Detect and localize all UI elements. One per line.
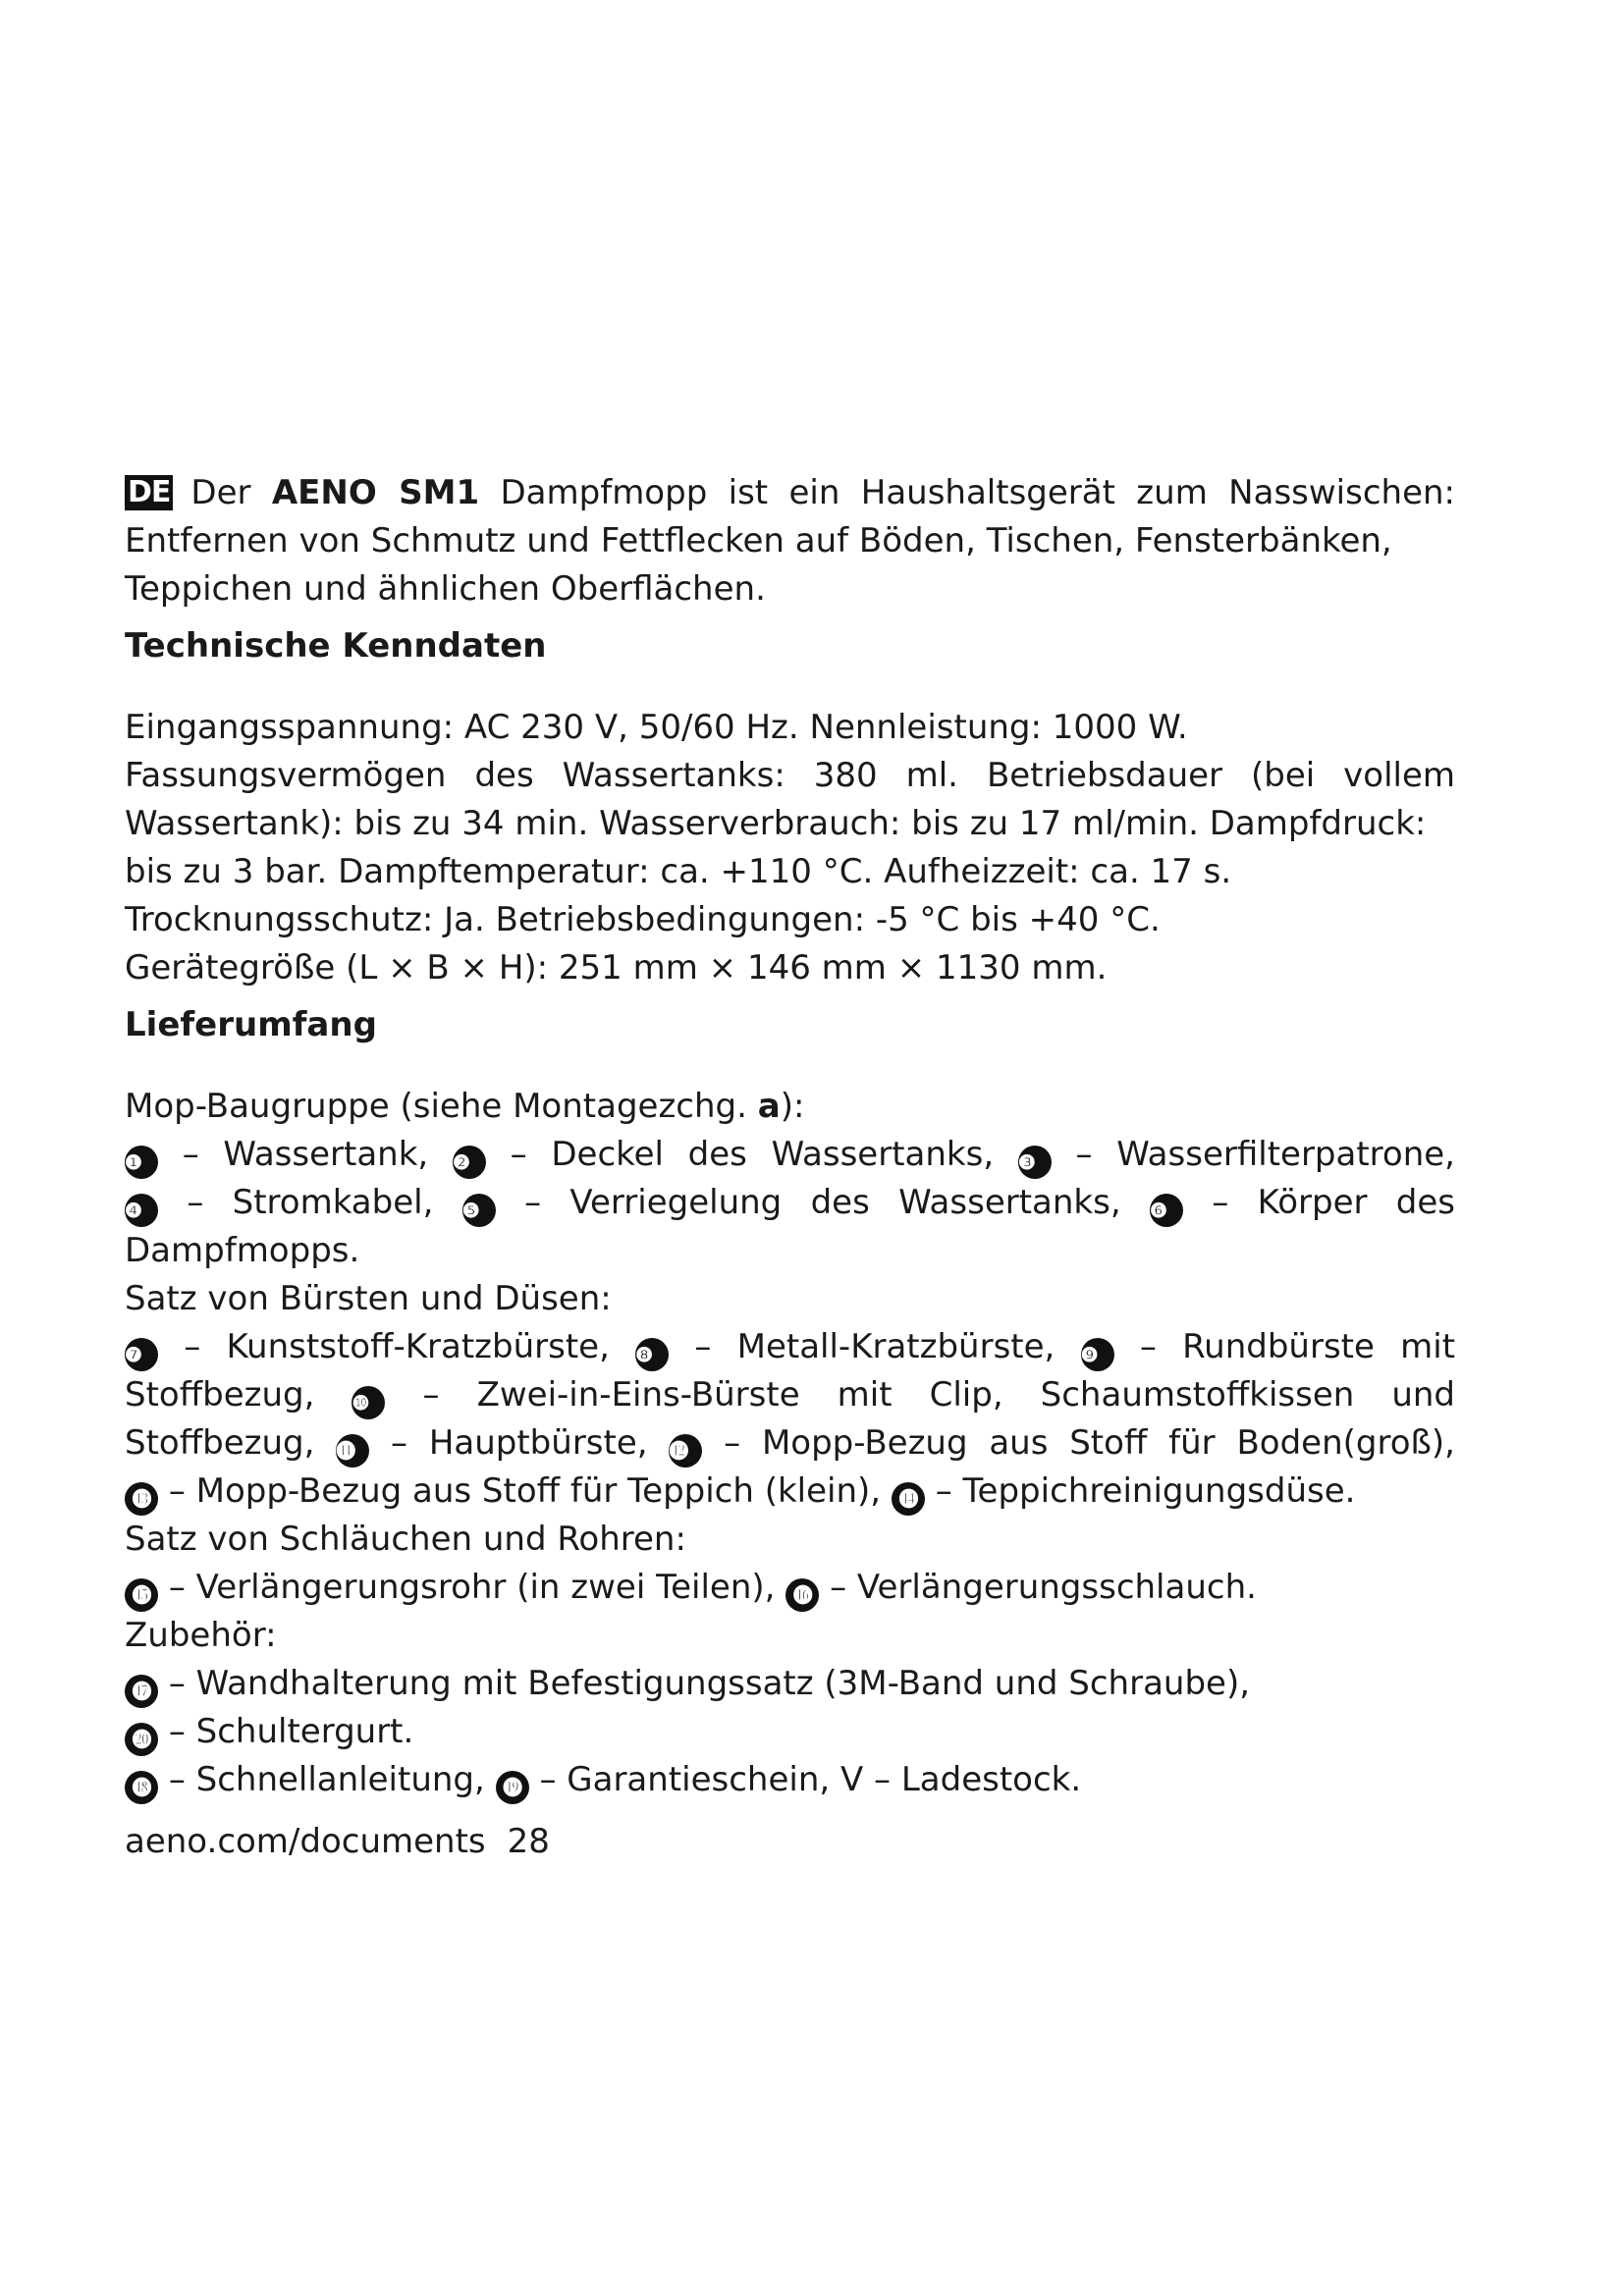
- item-text: – Verlängerungsrohr (in zwei Teilen),: [168, 1568, 776, 1607]
- brand-name: AENO SM1: [271, 473, 480, 512]
- documents-url: aeno.com/documents: [125, 1822, 486, 1861]
- number-5-icon: ❺: [462, 1194, 496, 1227]
- document-page: [125, 469, 1455, 1899]
- scope-items-line: [125, 1371, 1455, 1419]
- item-text: – Wandhalterung mit Befestigungssatz (3M-Band und Schraube),: [168, 1664, 1251, 1703]
- specs-line: Wassertank): bis zu 34 min. Wasserverbrauch: bis zu 17 ml/min. Dampfdruck:: [125, 804, 1427, 843]
- scope-items-line: [125, 1756, 1455, 1804]
- intro-pre: Der: [190, 473, 251, 512]
- item-text: – Hauptbürste,: [391, 1423, 648, 1463]
- number-2-icon: ❷: [453, 1146, 486, 1179]
- mop-pre: Mop-Baugruppe (siehe Montagezchg.: [125, 1087, 747, 1126]
- scope-items-line: Dampfmopps.: [125, 1231, 360, 1270]
- item-text: – Zwei-in-Eins-Bürste mit Clip, Schaumstoffkissen und: [422, 1375, 1456, 1415]
- number-4-icon: ❹: [125, 1194, 158, 1227]
- number-3-icon: ❸: [1018, 1146, 1052, 1179]
- item-text: – Verlängerungsschlauch.: [830, 1568, 1257, 1607]
- number-16-icon: ⓰: [785, 1578, 819, 1612]
- item-text: – Kunststoff-Kratzbürste,: [184, 1327, 610, 1366]
- scope-items-line: [125, 1708, 1455, 1756]
- scope-items-line: [125, 1419, 1455, 1468]
- number-13-icon: ⓭: [125, 1482, 158, 1516]
- specs-line: Fassungsvermögen des Wassertanks: 380 ml. Betriebsdauer (bei vollem: [125, 756, 1455, 795]
- number-8-icon: ❽: [635, 1338, 669, 1371]
- number-19-icon: ⓳: [496, 1771, 529, 1804]
- item-text: – Garantieschein, V – Ladestock.: [539, 1760, 1082, 1799]
- page-number: 28: [507, 1822, 550, 1861]
- item-text: – Stromkabel,: [187, 1183, 434, 1222]
- specs-heading: Technische Kenndaten: [125, 626, 547, 666]
- item-text: – Wassertank,: [182, 1135, 429, 1174]
- number-15-icon: ⓯: [125, 1578, 158, 1612]
- drawing-ref: a: [757, 1087, 781, 1126]
- specs-line: Trocknungsschutz: Ja. Betriebsbedingungen: -5 °C bis +40 °C.: [125, 900, 1161, 939]
- number-11-icon: ⓫: [336, 1434, 369, 1468]
- intro-line-2: Entfernen von Schmutz und Fettflecken auf Böden, Tischen, Fensterbänken,: [125, 521, 1392, 561]
- number-17-icon: ⓱: [125, 1675, 158, 1708]
- item-text: – Schnellanleitung,: [168, 1760, 485, 1799]
- item-text: – Mopp-Bezug aus Stoff für Boden(groß),: [724, 1423, 1455, 1463]
- specs-line: Gerätegröße (L × B × H): 251 mm × 146 mm × 1130 mm.: [125, 948, 1108, 988]
- number-1-icon: ❶: [125, 1146, 158, 1179]
- item-text: Stoffbezug,: [125, 1375, 315, 1415]
- scope-items-line: [125, 1179, 1455, 1227]
- scope-items-line: [125, 1131, 1455, 1179]
- specs-line: bis zu 3 bar. Dampftemperatur: ca. +110 °C. Aufheizzeit: ca. 17 s.: [125, 852, 1232, 891]
- language-badge: DE: [125, 475, 173, 510]
- scope-items-line: [125, 1564, 1455, 1612]
- hoses-title: Satz von Schläuchen und Rohren:: [125, 1520, 686, 1559]
- number-10-icon: ❿: [352, 1386, 385, 1419]
- item-text: – Schultergurt.: [168, 1712, 414, 1751]
- scope-items-line: [125, 1660, 1455, 1708]
- intro-line-3: Teppichen und ähnlichen Oberflächen.: [125, 569, 766, 609]
- item-text: – Wasserfilterpatrone,: [1075, 1135, 1455, 1174]
- brushes-title: Satz von Bürsten und Düsen:: [125, 1279, 612, 1318]
- specs-line: Eingangsspannung: AC 230 V, 50/60 Hz. Nennleistung: 1000 W.: [125, 708, 1188, 747]
- scope-items-line: [125, 1468, 1455, 1516]
- item-text: – Rundbürste mit: [1139, 1327, 1456, 1366]
- mop-post: ):: [780, 1087, 805, 1126]
- number-6-icon: ❻: [1150, 1194, 1183, 1227]
- number-7-icon: ❼: [125, 1338, 158, 1371]
- number-14-icon: ⓮: [892, 1482, 925, 1516]
- intro-line-1: [125, 469, 1455, 517]
- item-text: – Verriegelung des Wassertanks,: [524, 1183, 1121, 1222]
- item-text: – Deckel des Wassertanks,: [510, 1135, 995, 1174]
- number-18-icon: ⓲: [125, 1771, 158, 1804]
- intro-post: Dampfmopp ist ein Haushaltsgerät zum Nasswischen:: [500, 473, 1456, 512]
- number-20-icon: ⓴: [125, 1723, 158, 1756]
- page-footer: [125, 1818, 1455, 1866]
- item-text: – Körper des: [1212, 1183, 1456, 1222]
- scope-items-line: [125, 1323, 1455, 1371]
- accessories-title: Zubehör:: [125, 1616, 277, 1655]
- item-text: – Teppichreinigungsdüse.: [935, 1471, 1356, 1511]
- item-text: – Metall-Kratzbürste,: [694, 1327, 1056, 1366]
- item-text: Stoffbezug,: [125, 1423, 315, 1463]
- mop-assembly-line: [125, 1083, 1455, 1131]
- number-9-icon: ❾: [1081, 1338, 1114, 1371]
- number-12-icon: ⓬: [669, 1434, 702, 1468]
- item-text: – Mopp-Bezug aus Stoff für Teppich (klein),: [168, 1471, 882, 1511]
- scope-heading: Lieferumfang: [125, 1005, 377, 1044]
